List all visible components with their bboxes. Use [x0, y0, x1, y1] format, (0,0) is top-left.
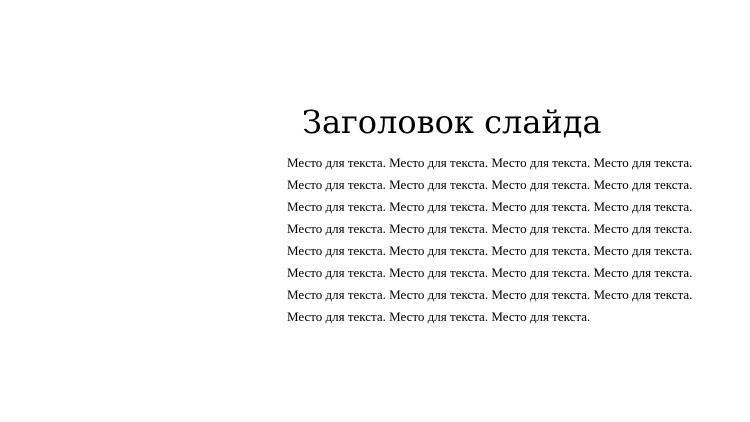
slide-title[interactable]: Заголовок слайда [302, 103, 602, 141]
slide-body-text[interactable]: Место для текста. Место для текста. Место для текста. Место для текста. Место для текста. Место для текста. Место для текста. Место для текста. Место для текста. Место для текста. Место для текста. Место для текста. Место для текста. Место для текста. Место для текста. Место для текста. Место для текста. Место для текста. Место для текста. Место для текста. Место для текста. Место для текста. Место для текста. Место для текста. Место для текста. Место для текста. Место для текста. Место для текста. Место для текста. Место для текста. Место для текста. [287, 155, 693, 324]
